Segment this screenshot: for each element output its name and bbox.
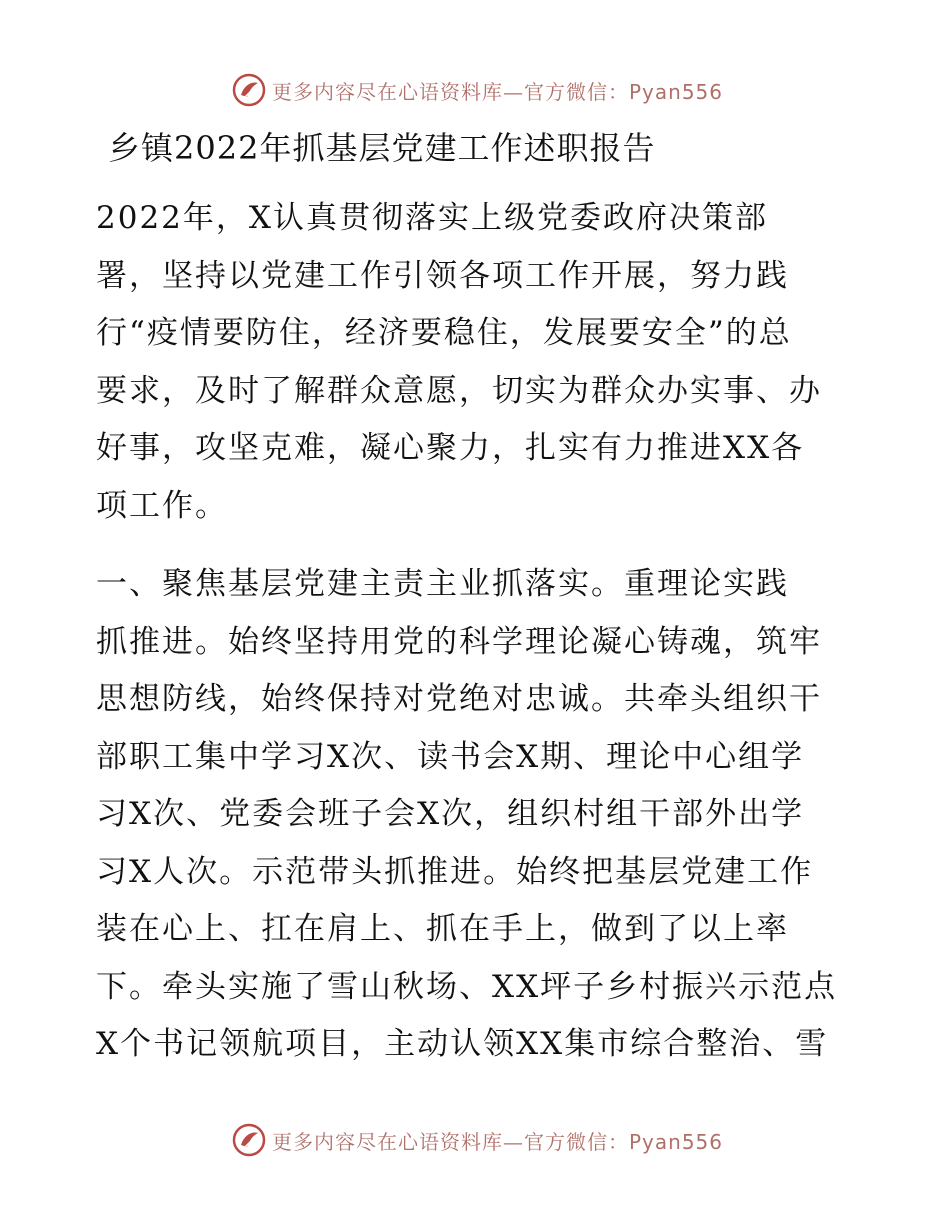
header-watermark-banner (232, 70, 723, 110)
document-title: 乡镇2022年抓基层党建工作述职报告 (108, 129, 656, 167)
text-line: 下。牵头实施了雪山秋场、XX坪子乡村振兴示范点 (96, 968, 838, 1005)
text-line: 一、聚焦基层党建主责主业抓落实。重理论实践 (96, 566, 789, 602)
paragraph-intro (96, 190, 856, 535)
text-line: 要求，及时了解群众意愿，切实为群众办实事、办 (96, 372, 822, 409)
watermark-text: 更多内容尽在心语资料库—官方微信：Pyan556 (272, 79, 724, 104)
text-line: 部职工集中学习X次、读书会X期、理论中心组学 (96, 738, 805, 775)
text-line: 署，坚持以党建工作引领各项工作开展，努力践 (96, 257, 789, 294)
text-line: 习X次、党委会班子会X次，组织村组干部外出学 (96, 796, 805, 832)
wechat-id: Pyan556 (629, 79, 724, 104)
text-line: X个书记领航项目，主动认领XX集市综合整治、雪 (96, 1026, 829, 1062)
text-line: 项工作。 (96, 487, 228, 524)
watermark-text: 更多内容尽在心语资料库—官方微信：Pyan556 (272, 1129, 724, 1154)
text-line: 习X人次。示范带头抓推进。始终把基层党建工作 (96, 853, 814, 890)
paragraph-section-one (96, 556, 856, 1074)
text-line: 好事，攻坚克难，凝心聚力，扎实有力推进XX各 (96, 430, 805, 466)
wechat-id: Pyan556 (629, 1129, 724, 1154)
text-line: 抓推进。始终坚持用党的科学理论凝心铸魂，筑牢 (96, 623, 822, 660)
brand-logo-icon (232, 1123, 266, 1157)
text-line: 思想防线，始终保持对党绝对忠诚。共牵头组织干 (96, 681, 822, 717)
text-line: 行“疫情要防住，经济要稳住，发展要安全”的总 (96, 315, 792, 351)
text-line: 装在心上、扛在肩上、抓在手上，做到了以上率 (96, 911, 789, 947)
brand-logo-icon (232, 73, 266, 107)
footer-watermark-banner (232, 1120, 723, 1160)
text-line: 2022年，X认真贯彻落实上级党委政府决策部 (96, 200, 768, 236)
